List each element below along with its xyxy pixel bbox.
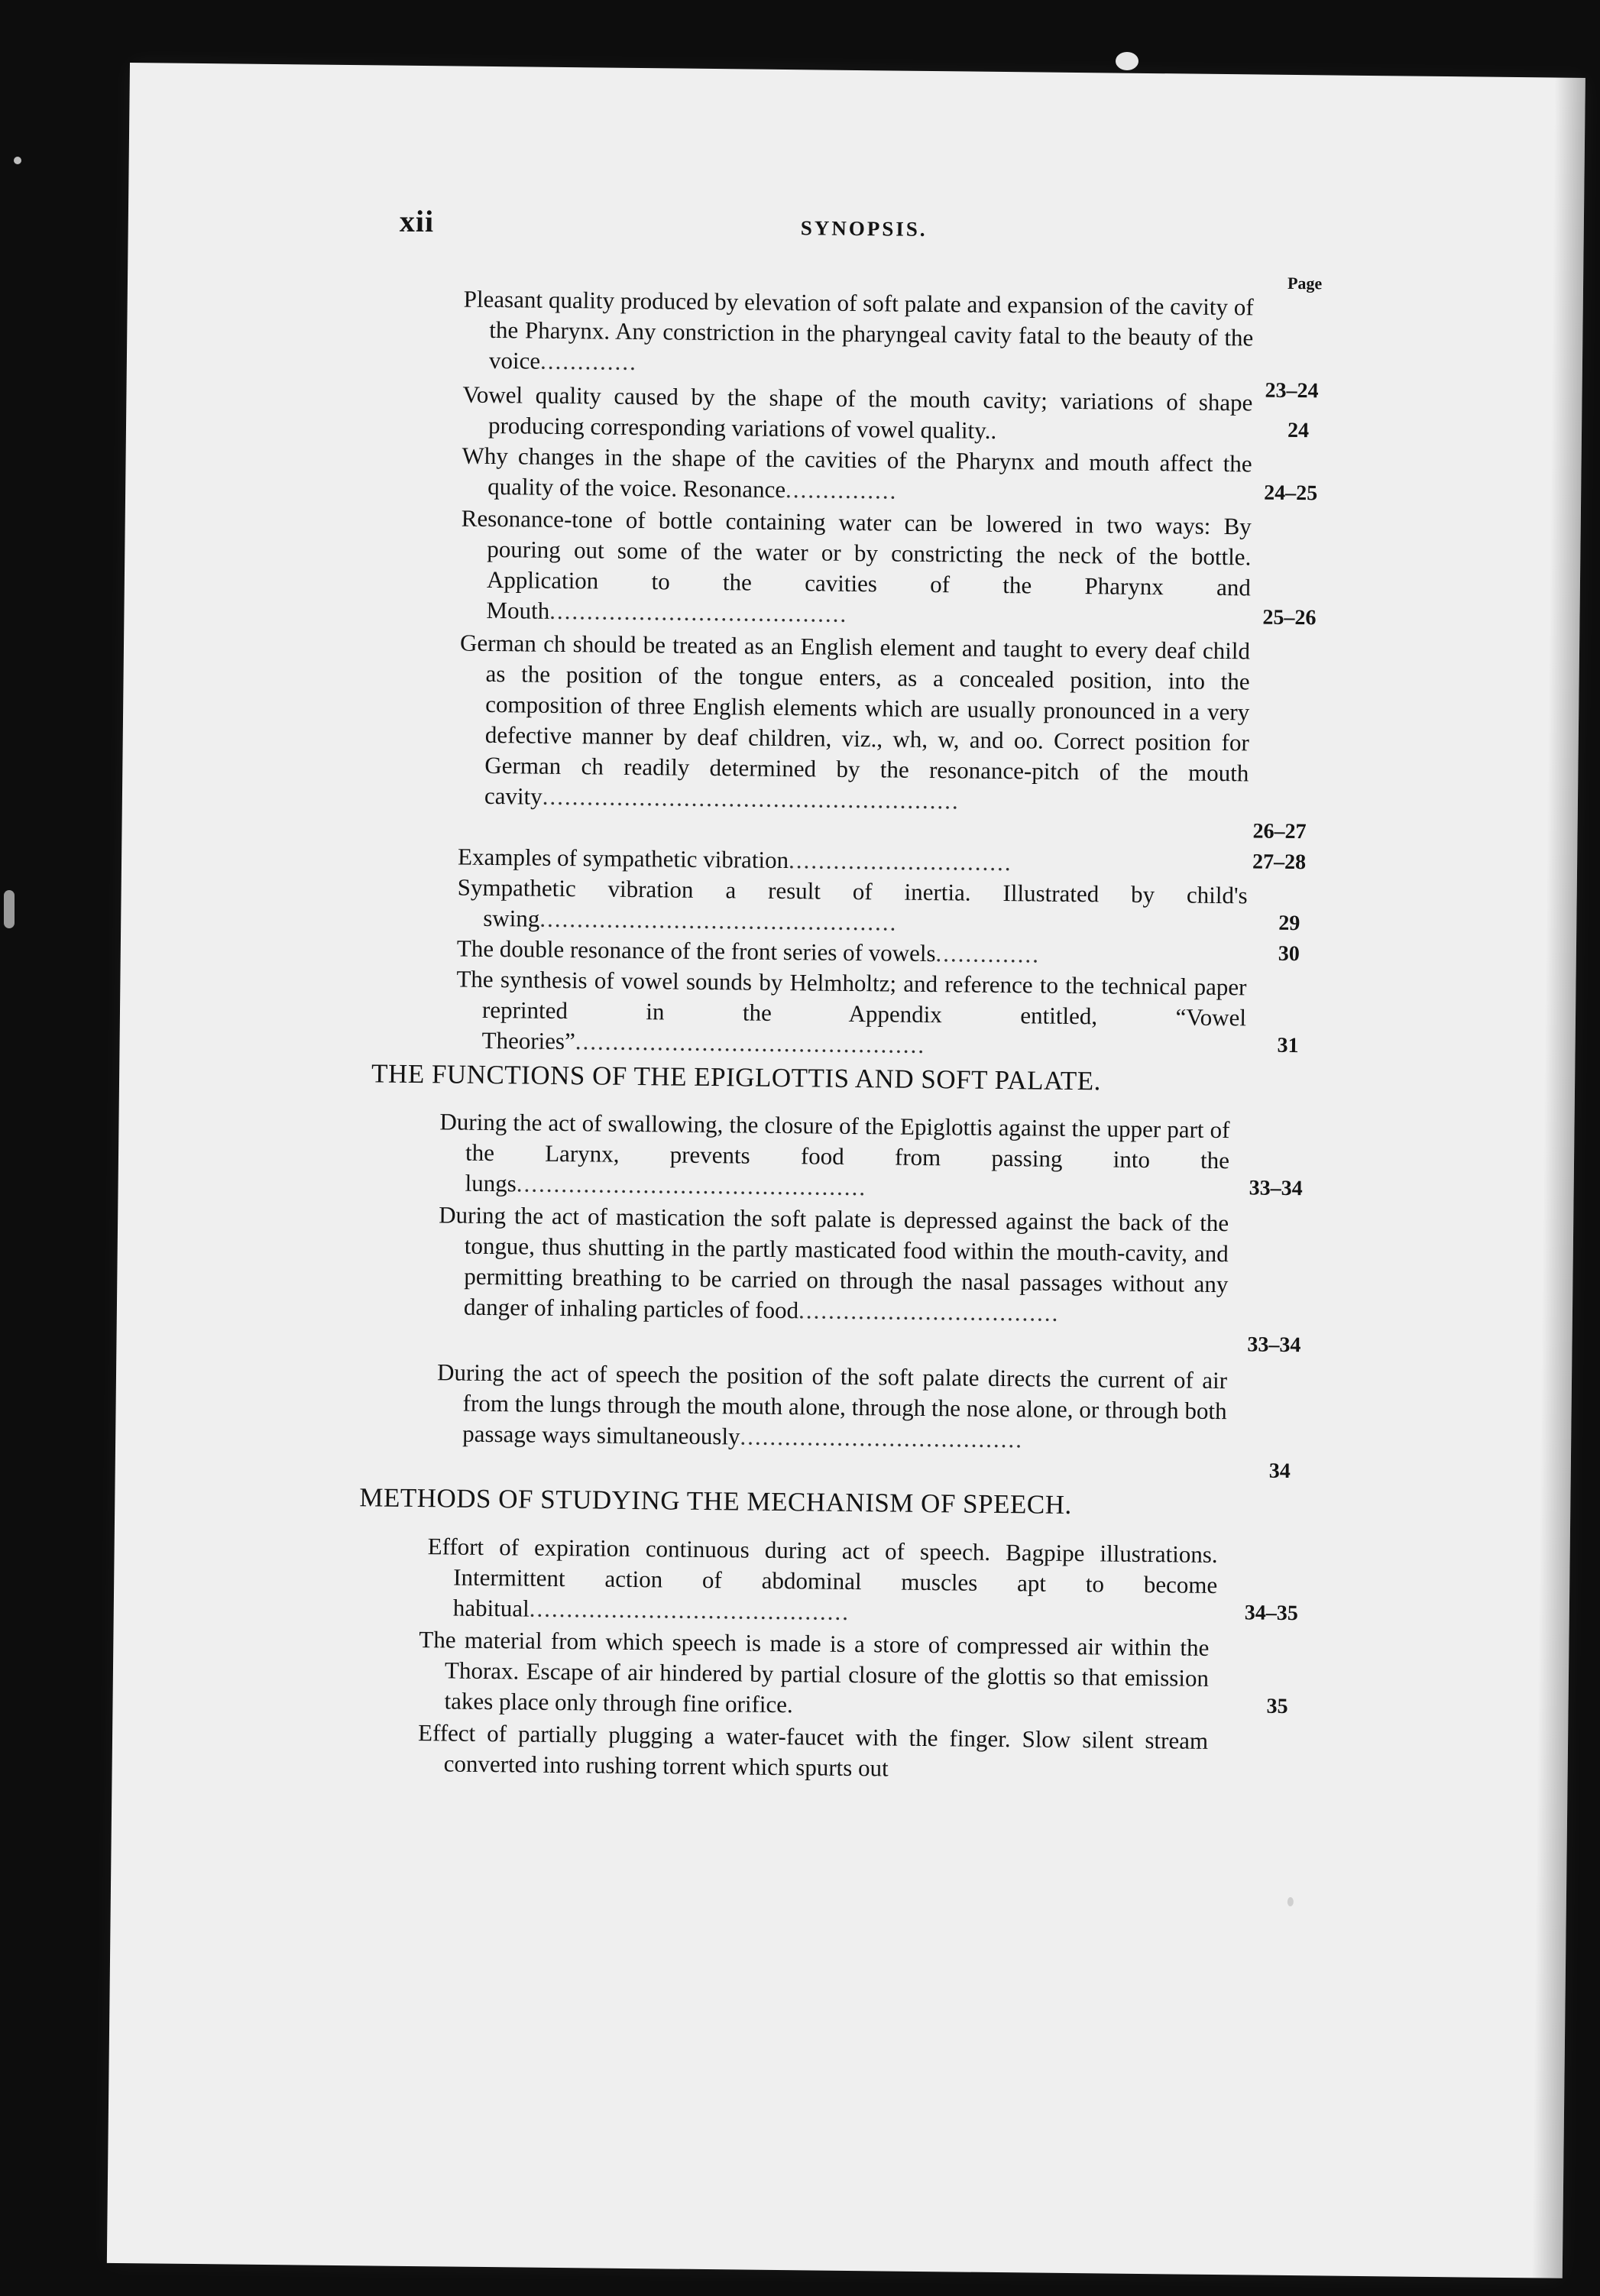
synopsis-entry: German ch should be treated as an English element and taught to every deaf child as the position of the tongue enters, as a concealed position, into the composition of three English elements which are usually pronounced in a very defective manner by deaf children, viz., wh, w, and oo. Correct position for German ch readily determined by the resonance-pitch of the mouth cavity........................................................ [459,629,1251,814]
page-ref: 33–34 [1247,1333,1301,1358]
page-ref: 27–28 [1252,850,1307,875]
synopsis-entry: Sympathetic vibration a result of inertia. Illustrated by child's swing................................................ [457,873,1248,936]
synopsis-entry: Effort of expiration continuous during act of speech. Bagpipe illustrations. Intermittent action of abdominal muscles apt to become habitual........................................... [427,1533,1218,1625]
page-ref: 33–34 [1249,1176,1303,1201]
synopsis-entry: The material from which speech is made is a store of compressed air within the Thorax. Escape of air hindered by partial closure of the glottis so that emission takes place only through fine orifice. [419,1626,1210,1718]
section-heading-epiglottis: THE FUNCTIONS OF THE EPIGLOTTIS AND SOFT PALATE. [371,1058,1102,1096]
page-ref: 24 [1287,418,1310,443]
page-ref: 26–27 [1252,819,1307,844]
page-ref: 24–25 [1264,481,1318,506]
page-ref: 23–24 [1265,378,1319,403]
page-ref: 34–35 [1244,1601,1298,1626]
page-folio: xii [399,203,435,239]
synopsis-entry: During the act of swallowing, the closure of the Epiglottis against the upper part of the Larynx, prevents food from passing into the lungs............................................... [439,1108,1230,1201]
synopsis-entry: Effect of partially plugging a water-faucet with the finger. Slow silent stream converted into rushing torrent which spurts out [417,1719,1209,1782]
synopsis-entry: During the act of mastication the soft palate is depressed against the back of the tongue, thus shutting in the partly masticated food within the mouth-cavity, and permitting breathing to be carried on through the nasal passages without any danger of inhaling particles of food................................... [439,1201,1229,1326]
scan-speck [4,890,15,928]
running-head: SYNOPSIS. [800,216,928,241]
synopsis-entry: Vowel quality caused by the shape of the mouth cavity; variations of shape producing corresponding variations of vowel quality.. [462,381,1253,444]
scan-speck [1287,1897,1294,1906]
page-ref: 34 [1268,1459,1291,1484]
page-ref: 30 [1278,941,1300,967]
synopsis-entry: The double resonance of the front series of vowels.............. [456,934,1041,968]
page-ref: 25–26 [1262,605,1317,630]
synopsis-entry: The synthesis of vowel sounds by Helmholtz; and reference to the technical paper reprinted in the Appendix entitled, “Vowel Theories”............................................... [456,965,1247,1058]
page-ref: 29 [1278,911,1300,936]
page-ref: 31 [1277,1033,1299,1058]
page-ref: 35 [1266,1694,1288,1718]
synopsis-entry: Examples of sympathetic vibration.............................. [457,843,1012,876]
synopsis-entry: Pleasant quality produced by elevation of soft palate and expansion of the cavity of the Pharynx. Any constriction in the pharyngeal cavity fatal to the beauty of the voice............. [463,285,1254,375]
synopsis-entry: During the act of speech the position of the soft palate directs the current of air from the lungs through the mouth alone, through the nose alone, or through both passage ways simultaneously...................................... [436,1358,1228,1453]
scan-speck [14,157,21,164]
page-column-label: Page [1287,273,1323,293]
section-heading-methods: METHODS OF STUDYING THE MECHANISM OF SPEECH. [359,1482,1072,1520]
scanned-page [107,63,1585,2278]
synopsis-entry: Why changes in the shape of the cavities of the Pharynx and mouth affect the quality of the voice. Resonance............... [462,442,1252,504]
synopsis-entry: Resonance-tone of bottle containing water can be lowered in two ways: By pouring out some of the water or by constricting the neck of the bottle. Application to the cavities of the Pharynx and Mouth........................................ [461,504,1252,627]
scan-speck [1116,52,1138,70]
